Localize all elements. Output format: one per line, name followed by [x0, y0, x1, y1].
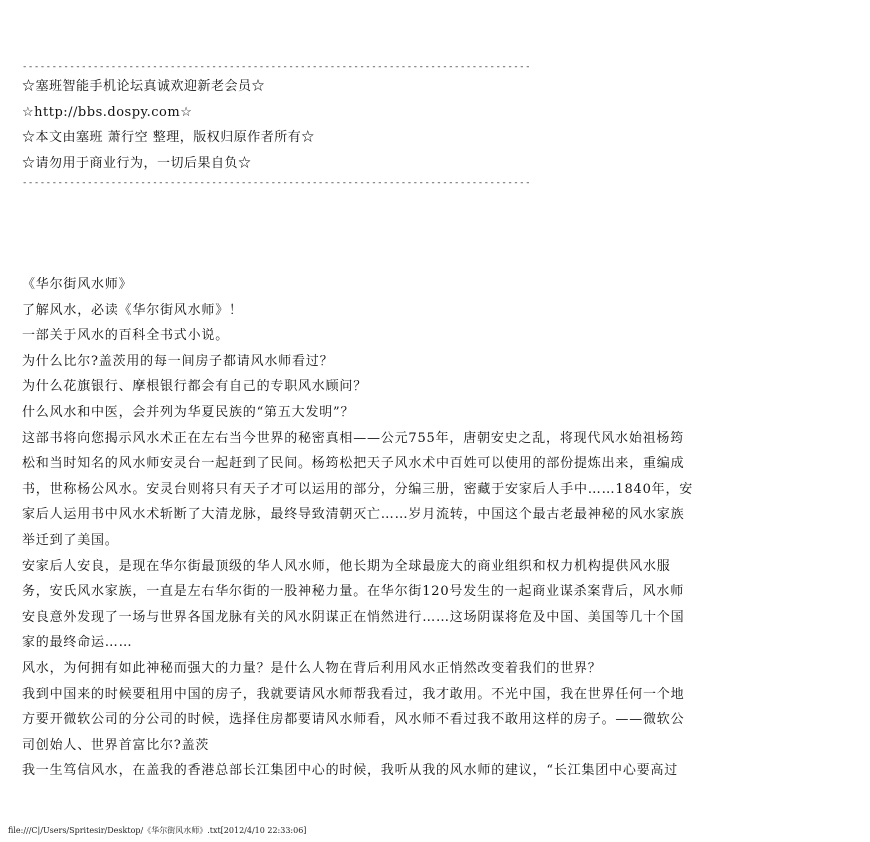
body-line: 了解风水，必读《华尔街风水师》！ — [22, 302, 243, 318]
separator-rule-bottom: -------------------------------------------------------------------------------------- — [22, 178, 531, 188]
file-path-footer: file:///C|/Users/Spritesir/Desktop/《华尔街风水师》.txt[2012/4/10 22:33:06] — [8, 826, 307, 835]
body-line: 举迁到了美国。 — [22, 532, 119, 548]
header-line-copyright: ☆本文由塞班 萧行空 整理，版权归原作者所有☆ — [22, 130, 315, 145]
body-line: 安良意外发现了一场与世界各国龙脉有关的风水阴谋正在悄然进行……这场阴谋将危及中国、美国等几十个国 — [22, 609, 685, 625]
body-line: 书，世称杨公风水。安灵台则将只有天子才可以运用的部分，分编三册，密藏于安家后人手中……1840年，安 — [22, 481, 694, 497]
header-line-welcome: ☆塞班智能手机论坛真诚欢迎新老会员☆ — [22, 79, 266, 94]
body-line: 家的最终命运…… — [22, 635, 133, 651]
header-line-url: ☆http://bbs.dospy.com☆ — [22, 104, 193, 120]
body-line: 为什么比尔?盖茨用的每一间房子都请风水师看过？ — [22, 353, 334, 369]
separator-rule-top: -------------------------------------------------------------------------------------- — [22, 62, 531, 72]
body-line: 松和当时知名的风水师安灵台一起赶到了民间。杨筠松把天子风水术中百姓可以使用的部份提炼出来，重编成 — [22, 456, 685, 472]
body-line: 务，安氏风水家族，一直是左右华尔街的一股神秘力量。在华尔街120号发生的一起商业谋杀案背后，风水师 — [22, 584, 685, 600]
body-line: 家后人运用书中风水术斩断了大清龙脉，最终导致清朝灭亡……岁月流转，中国这个最古老最神秘的风水家族 — [22, 507, 685, 523]
forum-header — [22, 60, 622, 190]
body-line: 方要开微软公司的分公司的时候，选择住房都要请风水师看，风水师不看过我不敢用这样的房子。——微软公 — [22, 712, 685, 728]
body-line: 安家后人安良，是现在华尔街最顶级的华人风水师，他长期为全球最庞大的商业组织和权力机构提供风水服 — [22, 558, 671, 574]
body-line: 我一生笃信风水，在盖我的香港总部长江集团中心的时候，我听从我的风水师的建议，“长江集团中心要高过 — [22, 763, 679, 779]
body-line: 我到中国来的时候要租用中国的房子，我就要请风水师帮我看过，我才敢用。不光中国，我在世界任何一个地 — [22, 686, 685, 702]
body-line: 为什么花旗银行、摩根银行都会有自己的专职风水顾问？ — [22, 379, 368, 395]
header-line-disclaimer: ☆请勿用于商业行为，一切后果自负☆ — [22, 155, 252, 171]
book-title: 《华尔街风水师》 — [22, 277, 133, 292]
body-line: 风水，为何拥有如此神秘而强大的力量？是什么人物在背后利用风水正悄然改变着我们的世界？ — [22, 660, 602, 676]
body-line: 一部关于风水的百科全书式小说。 — [22, 328, 230, 344]
body-line: 什么风水和中医，会并列为华夏民族的“第五大发明”？ — [22, 404, 355, 420]
body-line: 司创始人、世界首富比尔?盖茨 — [22, 737, 210, 753]
body-line: 这部书将向您揭示风水术正在左右当今世界的秘密真相——公元755年，唐朝安史之乱，将现代风水始祖杨筠 — [22, 430, 685, 446]
document-body — [22, 272, 852, 784]
